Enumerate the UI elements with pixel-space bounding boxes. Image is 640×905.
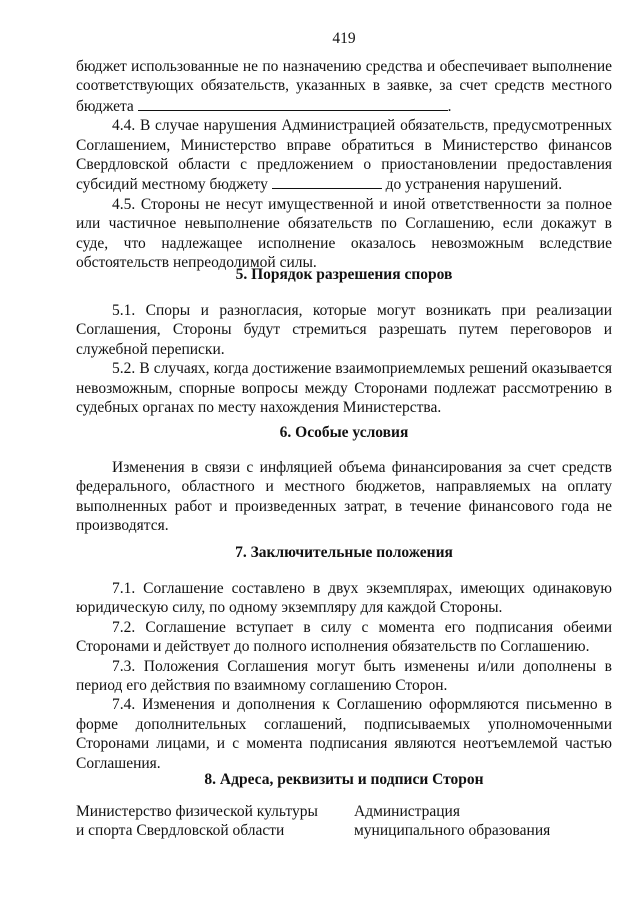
paragraph-7-2: 7.2. Соглашение вступает в силу с момента его подписания обеими Сторонами и действует до полного исполнения обязательств по Соглашению. [76, 618, 612, 656]
ministry-name-line-2: и спорта Свердловской области [76, 822, 285, 840]
paragraph-4-5: 4.5. Стороны не несут имущественной и иной ответственности за полное или частичное невыполнение обязательств по Соглашению, если докажут в суде, что надлежащее исполнение оказалось невозможным вследствие обстоятельств непреодолимой силы. [76, 195, 612, 272]
paragraph-continuation [76, 57, 612, 116]
paragraph-text: бюджет использованные не по назначению средства и обеспечивает выполнение соответствующих обязательств, указанных в заявке, за счет средств местного бюджета [76, 58, 612, 115]
blank-field [272, 174, 382, 189]
paragraph-7-4: 7.4. Изменения и дополнения к Соглашению оформляются письменно в форме дополнительных соглашений, подписываемых уполномоченными Сторонами лицами, и с момента подписания являются неотъемлемой частью Соглашения. [76, 696, 612, 772]
page-number: 419 [332, 30, 356, 47]
paragraph-4-4 [76, 116, 612, 195]
section-8-heading: 8. Адреса, реквизиты и подписи Сторон [204, 771, 484, 788]
paragraph-text: . [447, 97, 452, 115]
paragraph-7-1: 7.1. Соглашение составлено в двух экземплярах, имеющих одинаковую юридическую силу, по одному экземпляру для каждой Стороны. [76, 580, 612, 617]
blank-field [138, 96, 448, 111]
administration-name-line-2: муниципального образования [354, 822, 551, 840]
paragraph-text: 4.4. В случае нарушения Администрацией обязательств, предусмотренных Соглашением, Министерство вправе обратиться в Министерство финансов Свердловской области с предложением о приостановлении предоставления субсидий местному бюджету [76, 117, 612, 194]
ministry-name-line-1: Министерство физической культуры [76, 803, 318, 820]
section-6-heading: 6. Особые условия [279, 424, 409, 441]
administration-signature-block [354, 802, 550, 841]
section-5-text [76, 301, 612, 417]
section-7-heading: 7. Заключительные положения [235, 544, 453, 561]
administration-name-line-1: Администрация [354, 803, 460, 820]
section-5-heading: 5. Порядок разрешения споров [235, 266, 453, 283]
paragraph-6-1: Изменения в связи с инфляцией объема финансирования за счет средств федерального, областного и местного бюджетов, направляемых на оплату выполненных работ и произведенных затрат, в течение финансового года не производятся. [76, 459, 612, 535]
paragraph-text: до устранения нарушений. [385, 176, 563, 194]
section-6-text [76, 458, 612, 536]
section-7-text [76, 579, 612, 773]
paragraph-5-2: 5.2. В случаях, когда достижение взаимоприемлемых решений оказывается невозможным, спорные вопросы между Сторонами подлежат рассмотрению в судебных органах по месту нахождения Министерства. [76, 360, 612, 417]
paragraph-5-1: 5.1. Споры и разногласия, которые могут возникать при реализации Соглашения, Стороны будут стремиться разрешать путем переговоров и служебной переписки. [76, 302, 612, 358]
paragraph-7-3: 7.3. Положения Соглашения могут быть изменены и/или дополнены в период его действия по взаимному соглашению Сторон. [76, 657, 612, 695]
ministry-signature-block [76, 802, 318, 841]
section-4-text [76, 57, 612, 272]
